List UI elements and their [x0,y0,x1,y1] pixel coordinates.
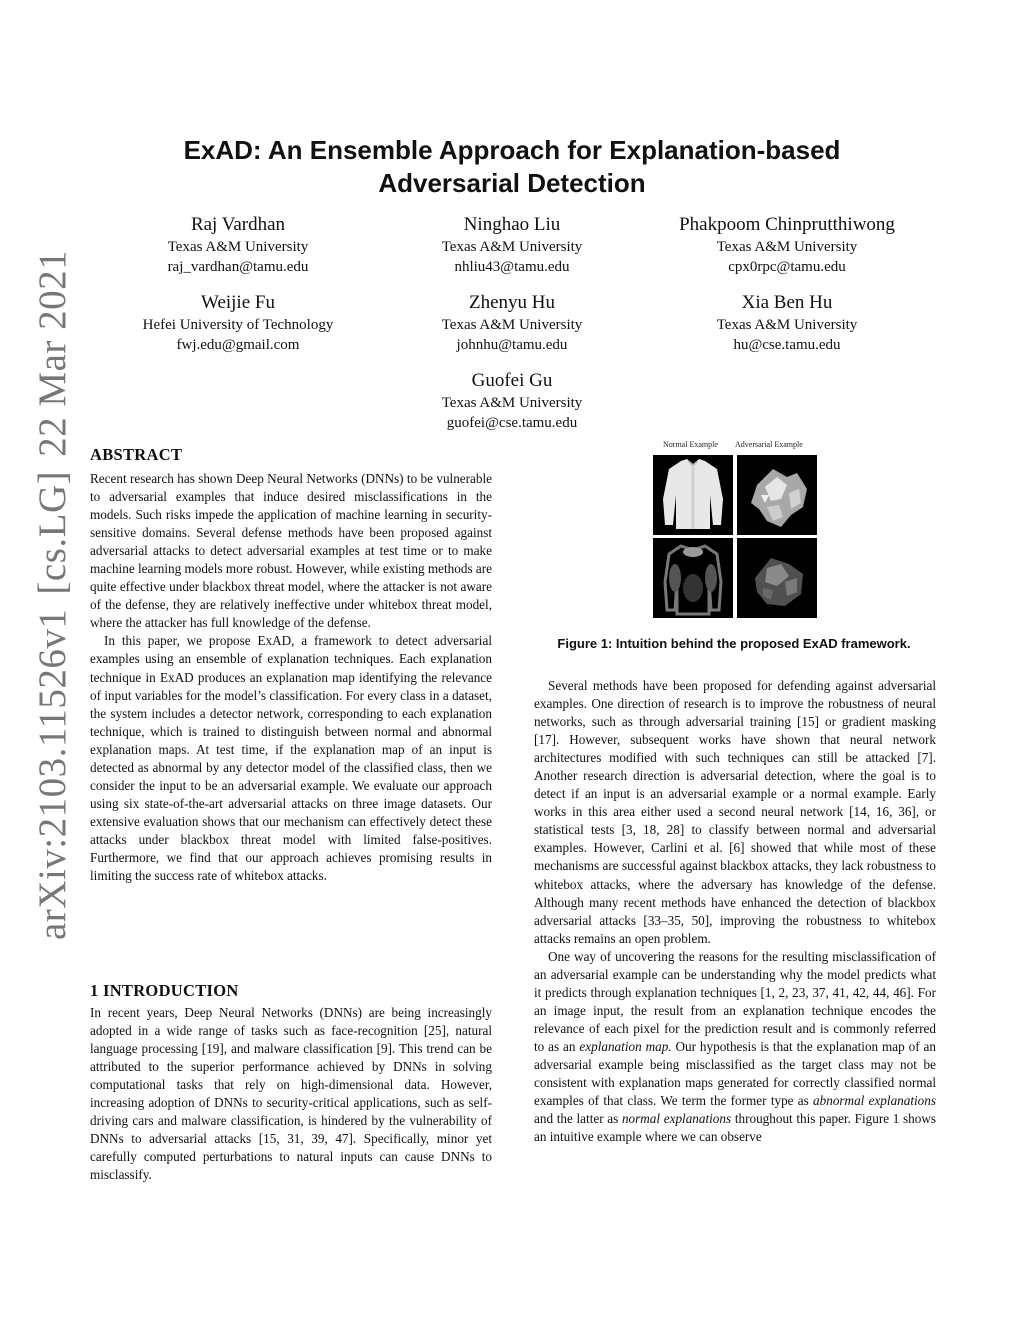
paper-title [90,134,934,200]
emphasis-abnormal-explanations: abnormal explanations [813,1093,936,1109]
arxiv-id: arXiv:2103.11526v1 [31,608,74,940]
introduction-paragraph: In recent years, Deep Neural Networks (DNNs) are being increasingly adopted in a wide range of tasks such as face-recognition [25], natural language processing [19], and malware classification [9]. This trend can be attributed to the superior performance achieved by DNNs in solving computational tasks that rely on high-dimensional data. However, increasing adoption of DNNs to security-critical applications, such as self-driving cars and malware classification, is hindered by the vulnerability of DNNs to adversarial attacks [15, 31, 39, 47]. Specifically, minor yet carefully computed perturbations to natural inputs can cause DNNs to misclassify. [90,1005,492,1183]
adversarial-example-image [737,455,817,535]
author-block [362,369,662,433]
body-paragraph: Several methods have been proposed for defending against adversarial examples. One direction of research is to improve the robustness of neural networks, such as through adversarial training [15] or gradient masking [17]. However, subsequent works have shown that neural network architectures modified with such techniques can still be attacked [7]. Another research direction is adversarial detection, where the goal is to detect if an input is an adversarial example or a normal example. Early works in this area either used a second neural network [14, 16, 36], or statistical tests [3, 18, 28] to classify between normal and adversarial examples. However, Carlini et al. [6] showed that while most of these mechanisms are successful against blackbox attacks, they lack robustness to whitebox attacks, where the adversary has knowledge of the defense. Although many recent methods have enhanced the detection of blackbox adversarial attacks [33–35, 50], improving the robustness to whitebox attacks remains an open problem. [534,678,936,946]
author-email: nhliu43@tamu.edu [454,259,570,275]
author-block [637,213,937,277]
emphasis-normal-explanations: normal explanations [621,1111,732,1127]
arxiv-identifier [30,236,75,940]
title-line-1: ExAD: An Ensemble Approach for Explanation-based [183,135,841,165]
abstract-heading: ABSTRACT [90,445,183,464]
author-block [88,213,388,277]
author-name: Weijie Fu [201,292,275,313]
abstract-paragraph: In this paper, we propose ExAD, a framework to detect adversarial examples using an ensemble of explanation techniques. Each explanation technique in ExAD produces an explanation map identifying the relevance of input variables for the model’s classification. For every class in a dataset, the system includes a detector network, corresponding to each explanation technique, which is trained to distinguish between normal and abnormal explanation maps. At test time, if the explanation map of an input is detected as abnormal by any detector model of the classified class, then we consider the input to be an adversarial example. We evaluate our approach using six state-of-the-art adversarial attacks on three image datasets. Our extensive evaluation shows that our mechanism can effectively detect these attacks under blackbox threat model with limited false-positives. Furthermore, we find that our approach achieves promising results in limiting the success rate of whitebox attacks. [90,633,492,884]
introduction-body [90,1004,492,1184]
author-affiliation: Texas A&M University [441,317,583,333]
author-affiliation: Texas A&M University [716,239,858,255]
author-name: Raj Vardhan [190,214,286,235]
normal-explanation-map [653,538,733,618]
arxiv-category: [cs.LG] [31,470,74,595]
author-email: hu@cse.tamu.edu [733,337,841,353]
figure-label-adversarial: Adversarial Example [735,440,803,449]
author-email: cpx0rpc@tamu.edu [728,259,846,275]
author-name: Zhenyu Hu [468,292,555,313]
author-affiliation: Texas A&M University [716,317,858,333]
abstract-body [90,470,492,885]
author-name: Guofei Gu [471,370,553,391]
text-run: throughout this paper. Figure 1 shows an intuitive example where we can observe [534,1111,936,1145]
author-affiliation: Texas A&M University [441,239,583,255]
body-paragraph [534,948,936,1147]
author-email: guofei@cse.tamu.edu [446,415,578,431]
author-block [362,213,662,277]
author-name: Ninghao Liu [463,214,561,235]
abstract-paragraph: Recent research has shown Deep Neural Networks (DNNs) to be vulnerable to adversarial examples that induce desired misclassifications in the models. Such risks impede the application of machine learning in security-sensitive domains. Several defense methods have been proposed against adversarial attacks to detect adversarial examples at test time or to make machine learning models more robust. However, while existing methods are quite effective under blackbox threat model, where the attacker is not aware of the defense, they are relatively ineffective under whitebox threat model, where the attacker has full knowledge of the defense. [90,471,492,631]
figure-label-normal: Normal Example [663,440,718,449]
normal-example-image [653,455,733,535]
author-affiliation: Texas A&M University [441,395,583,411]
figure-1-caption: Figure 1: Intuition behind the proposed ExAD framework. [557,636,911,651]
section-heading-introduction: 1 INTRODUCTION [90,981,239,1000]
arxiv-date: 22 Mar 2021 [31,249,74,457]
author-affiliation: Hefei University of Technology [142,317,334,333]
emphasis-explanation-map: explanation map. [579,1038,672,1054]
author-email: fwj.edu@gmail.com [176,337,300,353]
adversarial-explanation-map [737,538,817,618]
text-run: Our hypothesis is that the explanation map of an adversarial example being misclassified as the target class may not be consistent with explanation maps generated for correctly classified normal examples of that class. We term the former type as [534,1038,936,1109]
author-name: Xia Ben Hu [741,292,833,313]
text-run: One way of uncovering the reasons for the resulting misclassification of an adversarial example can be understanding why the model predicts what it predicts through explanation techniques [1, 2, 23, 37, 41, 42, 44, 46]. For an image input, the result from an explanation technique encodes the relevance of each pixel for the prediction result and is commonly referred to as an [534,948,936,1054]
author-affiliation: Texas A&M University [167,239,309,255]
title-line-2: Adversarial Detection [378,168,646,198]
author-block [362,291,662,355]
author-block [88,291,388,355]
author-block [637,291,937,355]
author-email: johnhu@tamu.edu [456,337,568,353]
right-column-body [534,677,936,1146]
text-run: and the latter as [534,1111,622,1127]
author-email: raj_vardhan@tamu.edu [167,259,309,275]
author-name: Phakpoom Chinprutthiwong [679,214,895,235]
